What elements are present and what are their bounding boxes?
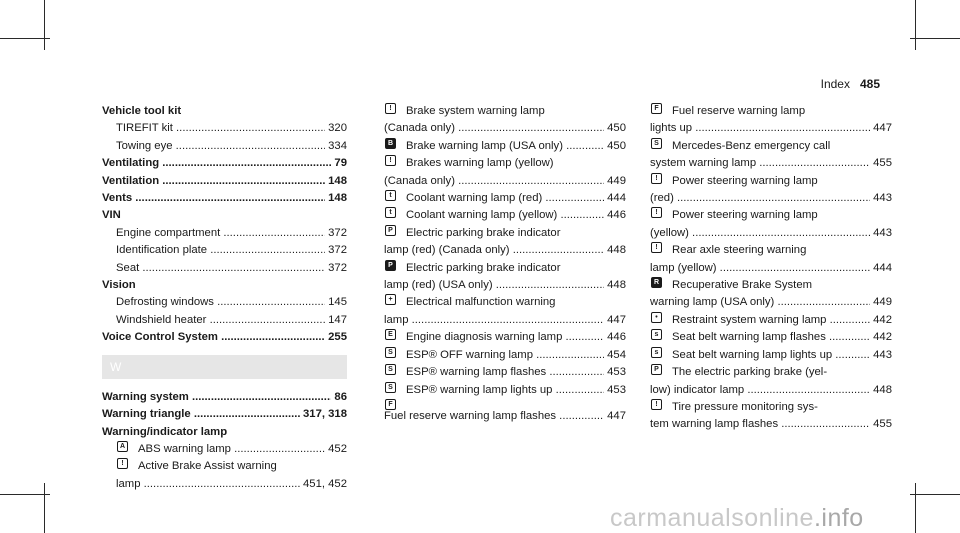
index-entry xyxy=(650,364,892,381)
rear-axle-icon: ! xyxy=(651,242,662,253)
entry-label: ESP® warning lamp flashes xyxy=(406,366,547,379)
crop-mark xyxy=(0,38,50,39)
entry-label: Seat xyxy=(116,261,140,274)
entry-text xyxy=(650,225,870,242)
entry-label: Recuperative Brake System xyxy=(672,279,813,292)
entry-page: 449 xyxy=(873,296,892,309)
entry-page: 454 xyxy=(607,348,626,361)
index-entry xyxy=(384,138,626,155)
index-entry xyxy=(102,138,347,155)
entry-page: 442 xyxy=(873,331,892,344)
index-entry xyxy=(384,190,626,207)
entry-page: 448 xyxy=(607,244,626,257)
entry-label: VIN xyxy=(102,209,121,222)
entry-text xyxy=(102,424,227,441)
index-entry xyxy=(102,277,347,294)
index-entry xyxy=(384,260,626,277)
entry-text xyxy=(116,225,325,242)
crop-mark xyxy=(0,494,50,495)
entry-label: TIREFIT kit xyxy=(116,122,173,135)
entry-page: 443 xyxy=(873,192,892,205)
entry-page: 317, 318 xyxy=(303,408,347,421)
coolant-yellow-icon: t xyxy=(385,207,396,218)
entry-page: 450 xyxy=(607,122,626,135)
fuel-icon: F xyxy=(385,399,396,410)
entry-page: 447 xyxy=(873,122,892,135)
entry-label: Electric parking brake indicator xyxy=(406,261,561,274)
index-entry xyxy=(102,458,347,475)
entry-label: Towing eye xyxy=(116,139,173,152)
entry-label: Tire pressure monitoring sys- xyxy=(672,400,818,413)
index-entry xyxy=(384,225,626,242)
entry-label: ESP® warning lamp lights up xyxy=(406,383,553,396)
entry-label: lamp (red) (Canada only) xyxy=(384,244,510,257)
entry-text xyxy=(102,389,331,406)
entry-page: 86 xyxy=(334,390,347,403)
entry-label: Power steering warning lamp xyxy=(672,209,818,222)
entry-label: Voice Control System xyxy=(102,331,218,344)
entry-text xyxy=(384,277,604,294)
entry-page: 444 xyxy=(607,192,626,205)
entry-label: Brake warning lamp (USA only) xyxy=(406,139,563,152)
abs-lamp-icon: A xyxy=(117,441,128,452)
entry-text xyxy=(406,138,604,155)
entry-text xyxy=(406,260,560,277)
entry-page: 453 xyxy=(607,383,626,396)
seat-belt-icon-2: s xyxy=(651,347,662,358)
entry-label: Brakes warning lamp (yellow) xyxy=(406,157,554,170)
brake-usa-icon: B xyxy=(385,138,396,149)
crop-mark xyxy=(915,0,916,50)
entry-text xyxy=(650,120,870,137)
entry-text xyxy=(672,207,818,224)
crop-mark xyxy=(910,494,960,495)
entry-text xyxy=(406,155,554,172)
entry-text xyxy=(672,242,806,259)
entry-label: Seat belt warning lamp lights up xyxy=(672,348,833,361)
entry-page: 451, 452 xyxy=(303,477,347,490)
entry-text xyxy=(102,406,300,423)
index-entry xyxy=(102,329,347,346)
entry-label: lamp xyxy=(116,477,141,490)
watermark-tld: .info xyxy=(813,504,864,532)
entry-page: 444 xyxy=(873,261,892,274)
entry-label: ESP® OFF warning lamp xyxy=(406,348,533,361)
index-entry xyxy=(102,155,347,172)
index-entry xyxy=(650,260,892,277)
entry-label: Coolant warning lamp (yellow) xyxy=(406,209,558,222)
steering-yellow-icon: ! xyxy=(651,207,662,218)
section-letter: W xyxy=(102,355,347,379)
entry-label: Brake system warning lamp xyxy=(406,105,545,117)
entry-text xyxy=(406,190,604,207)
entry-label: Fuel reserve warning lamp xyxy=(672,105,806,117)
index-entry xyxy=(650,347,892,364)
entry-page: 447 xyxy=(607,313,626,326)
index-column-3 xyxy=(650,103,892,434)
esp-icon-2: S xyxy=(385,382,396,393)
entry-text xyxy=(650,260,870,277)
crop-mark xyxy=(910,38,960,39)
entry-text xyxy=(406,103,545,120)
entry-label: (yellow) xyxy=(650,226,689,239)
restraint-icon: • xyxy=(651,312,662,323)
entry-label: Electric parking brake indicator xyxy=(406,226,561,239)
entry-label: Engine compartment xyxy=(116,226,221,239)
index-entry xyxy=(384,364,626,381)
entry-label: Engine diagnosis warning lamp xyxy=(406,331,563,344)
index-entry xyxy=(102,389,347,406)
entry-label: ABS warning lamp xyxy=(138,442,231,455)
index-entry xyxy=(102,103,347,120)
index-entry xyxy=(102,242,347,259)
entry-text xyxy=(650,416,870,433)
index-entry xyxy=(650,138,892,155)
entry-text xyxy=(116,312,325,329)
index-entry xyxy=(384,155,626,172)
entry-text xyxy=(406,294,555,311)
index-entry xyxy=(650,103,892,120)
index-entry xyxy=(650,155,892,172)
parking-brake-usa-icon: P xyxy=(385,260,396,271)
entry-page: 453 xyxy=(607,366,626,379)
index-entry xyxy=(384,347,626,364)
parking-brake-yellow-icon: P xyxy=(651,364,662,375)
entry-page: 442 xyxy=(873,313,892,326)
index-entry xyxy=(102,120,347,137)
entry-label: warning lamp (USA only) xyxy=(650,296,775,309)
entry-label: lights up xyxy=(650,122,693,135)
entry-text xyxy=(116,138,325,155)
entry-text xyxy=(406,207,604,224)
index-entry xyxy=(650,312,892,329)
entry-page: 446 xyxy=(607,331,626,344)
brakes-yellow-icon: ! xyxy=(385,155,396,166)
crop-mark xyxy=(915,483,916,533)
entry-label: system warning lamp xyxy=(650,157,757,170)
entry-label: Vehicle tool kit xyxy=(102,105,182,117)
entry-text xyxy=(102,207,121,224)
entry-text xyxy=(138,458,277,475)
index-entry xyxy=(102,406,347,423)
fuel-reserve-icon: F xyxy=(651,103,662,114)
entry-page: 443 xyxy=(873,226,892,239)
entry-page: 255 xyxy=(328,331,347,344)
entry-label: (Canada only) xyxy=(384,174,455,187)
esp-off-icon: S xyxy=(385,347,396,358)
entry-label: Vision xyxy=(102,279,136,292)
entry-label: lamp (red) (USA only) xyxy=(384,279,493,292)
entry-text xyxy=(384,312,604,329)
index-entry xyxy=(102,173,347,190)
entry-label: Vents xyxy=(102,192,133,205)
entry-text xyxy=(406,364,604,381)
entry-text xyxy=(384,120,604,137)
entry-text xyxy=(116,294,325,311)
index-entry xyxy=(102,225,347,242)
entry-page: 455 xyxy=(873,418,892,431)
entry-label: Ventilating xyxy=(102,157,160,170)
entry-label: Coolant warning lamp (red) xyxy=(406,192,543,205)
index-entry xyxy=(384,408,626,425)
index-column-2 xyxy=(384,103,626,425)
entry-text xyxy=(650,382,870,399)
entry-text xyxy=(102,155,331,172)
entry-text xyxy=(116,242,325,259)
entry-page: 447 xyxy=(607,409,626,422)
entry-text xyxy=(384,173,604,190)
index-entry xyxy=(650,294,892,311)
entry-label: Fuel reserve warning lamp flashes xyxy=(384,409,557,422)
entry-text xyxy=(102,329,325,346)
index-entry xyxy=(102,260,347,277)
engine-icon: E xyxy=(385,329,396,340)
tire-pressure-icon: ! xyxy=(651,399,662,410)
header-label: Index xyxy=(820,77,850,91)
index-entry xyxy=(384,173,626,190)
index-entry xyxy=(650,329,892,346)
steering-red-icon: ! xyxy=(651,173,662,184)
page-header xyxy=(821,77,880,91)
coolant-red-icon: t xyxy=(385,190,396,201)
watermark-main: carmanualsonline xyxy=(610,504,814,532)
index-entry xyxy=(102,312,347,329)
entry-page: 448 xyxy=(873,383,892,396)
entry-text xyxy=(138,441,325,458)
entry-text xyxy=(672,103,805,120)
entry-label: Identification plate xyxy=(116,244,208,257)
index-entry xyxy=(650,242,892,259)
index-entry xyxy=(102,190,347,207)
entry-page: 145 xyxy=(328,296,347,309)
index-entry xyxy=(650,190,892,207)
entry-text xyxy=(650,155,870,172)
entry-text xyxy=(102,190,325,207)
entry-page: 446 xyxy=(607,209,626,222)
entry-text xyxy=(672,399,818,416)
index-entry xyxy=(384,207,626,224)
entry-label: Seat belt warning lamp flashes xyxy=(672,331,826,344)
entry-text xyxy=(672,347,870,364)
index-entry xyxy=(384,382,626,399)
entry-page: 449 xyxy=(607,174,626,187)
entry-text xyxy=(672,138,830,155)
index-entry xyxy=(650,225,892,242)
page-number: 485 xyxy=(859,77,880,91)
entry-text xyxy=(102,277,136,294)
crop-mark xyxy=(44,483,45,533)
entry-text xyxy=(672,173,818,190)
crop-mark xyxy=(44,0,45,50)
esp-icon: S xyxy=(385,364,396,375)
rbs-icon: R xyxy=(651,277,662,288)
entry-page: 334 xyxy=(328,139,347,152)
index-entry xyxy=(384,399,626,408)
index-entry xyxy=(650,120,892,137)
entry-label: Defrosting windows xyxy=(116,296,214,309)
entry-label: Ventilation xyxy=(102,174,160,187)
entry-text xyxy=(384,242,604,259)
active-brake-assist-icon: ! xyxy=(117,458,128,469)
watermark xyxy=(610,504,864,533)
brake-system-icon: ! xyxy=(385,103,396,114)
entry-label: Rear axle steering warning xyxy=(672,244,807,257)
entry-text xyxy=(384,408,604,425)
entry-text xyxy=(672,364,827,381)
entry-text xyxy=(650,294,870,311)
entry-label: Warning triangle xyxy=(102,408,191,421)
index-entry xyxy=(650,399,892,416)
entry-page: 455 xyxy=(873,157,892,170)
entry-text xyxy=(116,476,300,493)
entry-text xyxy=(406,382,604,399)
entry-label: Power steering warning lamp xyxy=(672,174,818,187)
seat-belt-icon: s xyxy=(651,329,662,340)
entry-label: lamp (yellow) xyxy=(650,261,717,274)
entry-label: low) indicator lamp xyxy=(650,383,745,396)
index-column-1 xyxy=(102,103,347,493)
index-entry xyxy=(384,103,626,120)
index-entry xyxy=(102,424,347,441)
entry-text xyxy=(672,329,870,346)
entry-text xyxy=(116,260,325,277)
entry-page: 372 xyxy=(328,244,347,257)
entry-page: 452 xyxy=(328,442,347,455)
entry-label: Electrical malfunction warning xyxy=(406,296,556,309)
index-entry xyxy=(102,207,347,224)
entry-text xyxy=(102,173,325,190)
index-entry xyxy=(650,416,892,433)
entry-page: 372 xyxy=(328,226,347,239)
index-entry xyxy=(650,173,892,190)
sos-icon: S xyxy=(651,138,662,149)
index-entry xyxy=(102,476,347,493)
index-entry xyxy=(384,312,626,329)
entry-text xyxy=(406,347,604,364)
entry-label: tem warning lamp flashes xyxy=(650,418,779,431)
index-entry xyxy=(384,242,626,259)
entry-label: Active Brake Assist warning xyxy=(138,460,277,473)
entry-page: 448 xyxy=(607,279,626,292)
parking-brake-red-icon: P xyxy=(385,225,396,236)
entry-page: 443 xyxy=(873,348,892,361)
entry-label: The electric parking brake (yel- xyxy=(672,366,828,379)
index-entry xyxy=(650,382,892,399)
entry-page: 148 xyxy=(328,174,347,187)
entry-page: 450 xyxy=(607,139,626,152)
battery-icon: + xyxy=(385,294,396,305)
entry-text xyxy=(406,329,604,346)
entry-page: 79 xyxy=(334,157,347,170)
entry-page: 148 xyxy=(328,192,347,205)
entry-page: 147 xyxy=(328,313,347,326)
index-entry xyxy=(650,277,892,294)
entry-text xyxy=(672,312,870,329)
index-entry xyxy=(384,329,626,346)
index-entry xyxy=(102,441,347,458)
entry-label: Restraint system warning lamp xyxy=(672,313,827,326)
entry-text xyxy=(116,120,325,137)
entry-label: (Canada only) xyxy=(384,122,455,135)
index-entry xyxy=(384,277,626,294)
entry-text xyxy=(102,103,181,120)
entry-page: 320 xyxy=(328,122,347,135)
index-entry xyxy=(650,207,892,224)
entry-page: 372 xyxy=(328,261,347,274)
index-entry xyxy=(384,120,626,137)
index-entry xyxy=(384,294,626,311)
entry-label: (red) xyxy=(650,192,674,205)
index-entry xyxy=(102,294,347,311)
entry-label: Warning/indicator lamp xyxy=(102,425,228,438)
entry-label: Warning system xyxy=(102,390,189,403)
entry-text xyxy=(650,190,870,207)
entry-label: lamp xyxy=(384,313,409,326)
entry-text xyxy=(406,225,560,242)
entry-label: Windshield heater xyxy=(116,313,207,326)
entry-text xyxy=(672,277,812,294)
entry-label: Mercedes-Benz emergency call xyxy=(672,139,831,152)
